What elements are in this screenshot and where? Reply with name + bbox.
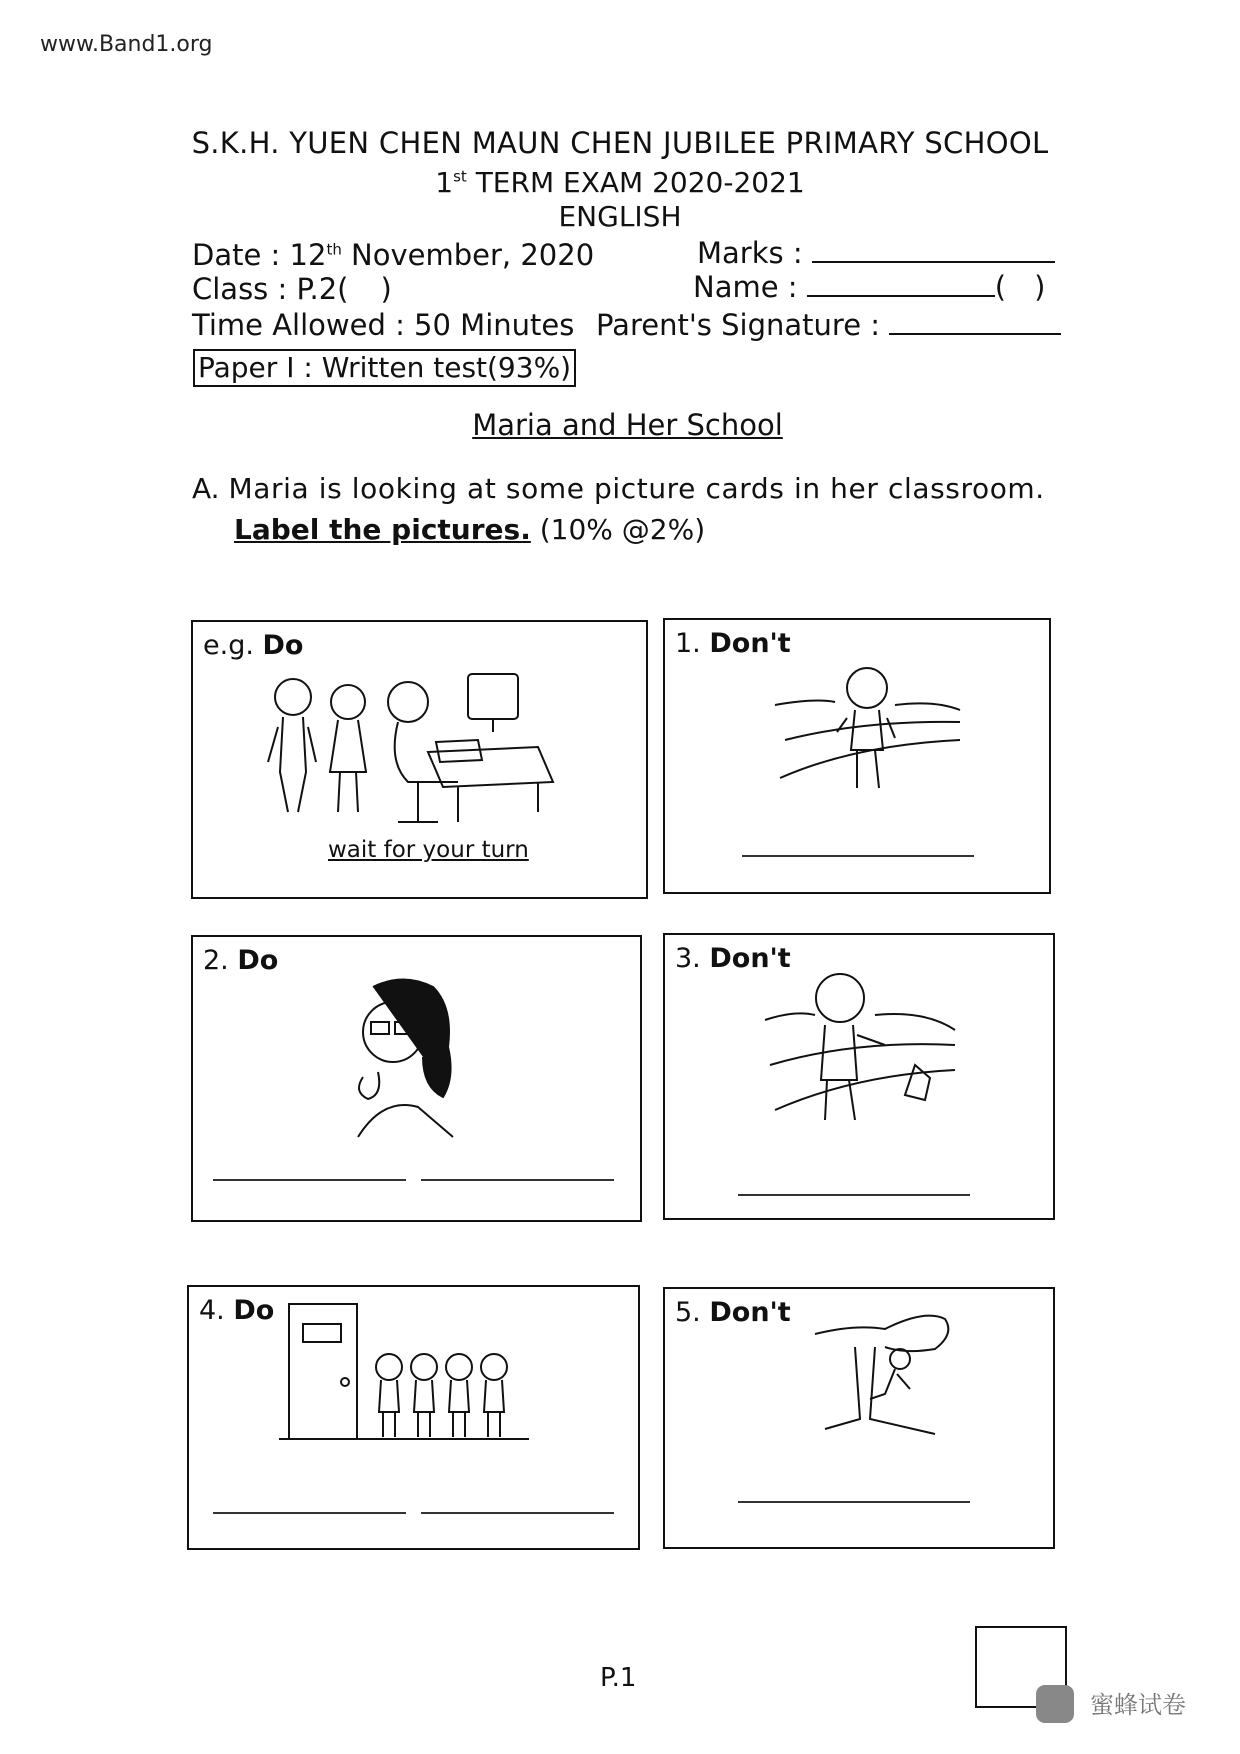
marks-label: Marks : — [697, 236, 803, 270]
answer-blank-5[interactable] — [738, 1501, 970, 1503]
answer-blank-1[interactable] — [742, 855, 974, 857]
name-label: Name : — [693, 270, 798, 304]
children-waiting-computer-illustration — [268, 672, 568, 832]
example-answer: wait for your turn — [328, 837, 529, 863]
marks-row — [697, 236, 1055, 270]
answer-blank-4a[interactable] — [213, 1512, 406, 1514]
card-label — [675, 628, 791, 659]
marks-field[interactable] — [812, 239, 1055, 263]
card-keyword: Don't — [709, 1297, 791, 1328]
school-name: S.K.H. YUEN CHEN MAUN CHEN JUBILEE PRIMARY SCHOOL — [191, 126, 1049, 160]
picture-card-3 — [663, 933, 1055, 1220]
card-number: 4. — [199, 1295, 225, 1326]
page-number: P.1 — [600, 1663, 637, 1693]
term-suffix: st — [453, 167, 467, 186]
card-number: 5. — [675, 1297, 701, 1328]
section-a-score: (10% @2%) — [530, 513, 706, 546]
time-row — [192, 308, 574, 342]
date-day: 12 — [289, 238, 327, 272]
section-a-line1: Maria is looking at some picture cards in her classroom. — [228, 472, 1045, 505]
card-keyword: Do — [233, 1295, 275, 1326]
term-number: 1 — [435, 166, 454, 199]
date-value: November, 2020 — [341, 238, 595, 272]
answer-blank-2b[interactable] — [421, 1179, 614, 1181]
picture-card-example — [191, 620, 648, 899]
card-label — [203, 945, 278, 976]
card-number: 2. — [203, 945, 229, 976]
class-close-paren: ) — [380, 272, 392, 306]
picture-card-2 — [191, 935, 642, 1222]
class-label: Class : P.2( — [192, 272, 349, 306]
name-paren-close: ) — [1034, 270, 1046, 304]
section-letter: A. — [192, 472, 220, 505]
parent-signature-row — [596, 308, 1061, 342]
name-row — [693, 270, 1045, 304]
girl-littering-illustration — [765, 970, 965, 1140]
parent-signature-field[interactable] — [889, 311, 1061, 335]
name-paren-open: ( — [994, 270, 1007, 304]
picture-card-1 — [663, 618, 1051, 894]
children-lining-up-door-illustration — [279, 1302, 539, 1447]
subject-title: ENGLISH — [558, 200, 682, 233]
picture-card-4 — [187, 1285, 640, 1550]
parent-signature-label: Parent's Signature : — [596, 308, 881, 342]
card-keyword: Don't — [709, 628, 791, 659]
section-a-instruction: Label the pictures. — [234, 513, 531, 546]
section-a-line2 — [234, 513, 1062, 546]
teacher-thinking-illustration — [343, 977, 463, 1137]
card-number: e.g. — [203, 630, 254, 661]
date-label: Date : — [192, 238, 290, 272]
card-number: 1. — [675, 628, 701, 659]
card-keyword: Don't — [709, 943, 791, 974]
time-allowed: Time Allowed : 50 Minutes — [192, 308, 575, 342]
card-label — [199, 1295, 274, 1326]
name-field[interactable] — [807, 273, 995, 297]
term-title — [0, 166, 1240, 199]
card-label — [203, 630, 303, 661]
section-a-question — [192, 472, 1062, 546]
card-label — [675, 1297, 791, 1328]
term-text: TERM EXAM 2020-2021 — [466, 166, 805, 199]
class-row — [192, 272, 392, 306]
story-title: Maria and Her School — [472, 408, 783, 442]
watermark-url: www.Band1.org — [40, 32, 213, 57]
child-climbing-tree-illustration — [815, 1299, 955, 1439]
brand-logo-icon — [1036, 1685, 1074, 1723]
card-keyword: Do — [262, 630, 304, 661]
card-number: 3. — [675, 943, 701, 974]
answer-blank-4b[interactable] — [421, 1512, 614, 1514]
card-keyword: Do — [237, 945, 279, 976]
date-row — [192, 238, 594, 272]
date-suffix: th — [326, 240, 342, 259]
picture-card-5 — [663, 1287, 1055, 1549]
answer-blank-3[interactable] — [738, 1194, 970, 1196]
brand-name: 蜜蜂试卷 — [1090, 1691, 1186, 1719]
paper-label: Paper I : Written test(93%) — [193, 349, 576, 387]
answer-blank-2a[interactable] — [213, 1179, 406, 1181]
girl-walking-on-grass-illustration — [775, 660, 965, 810]
